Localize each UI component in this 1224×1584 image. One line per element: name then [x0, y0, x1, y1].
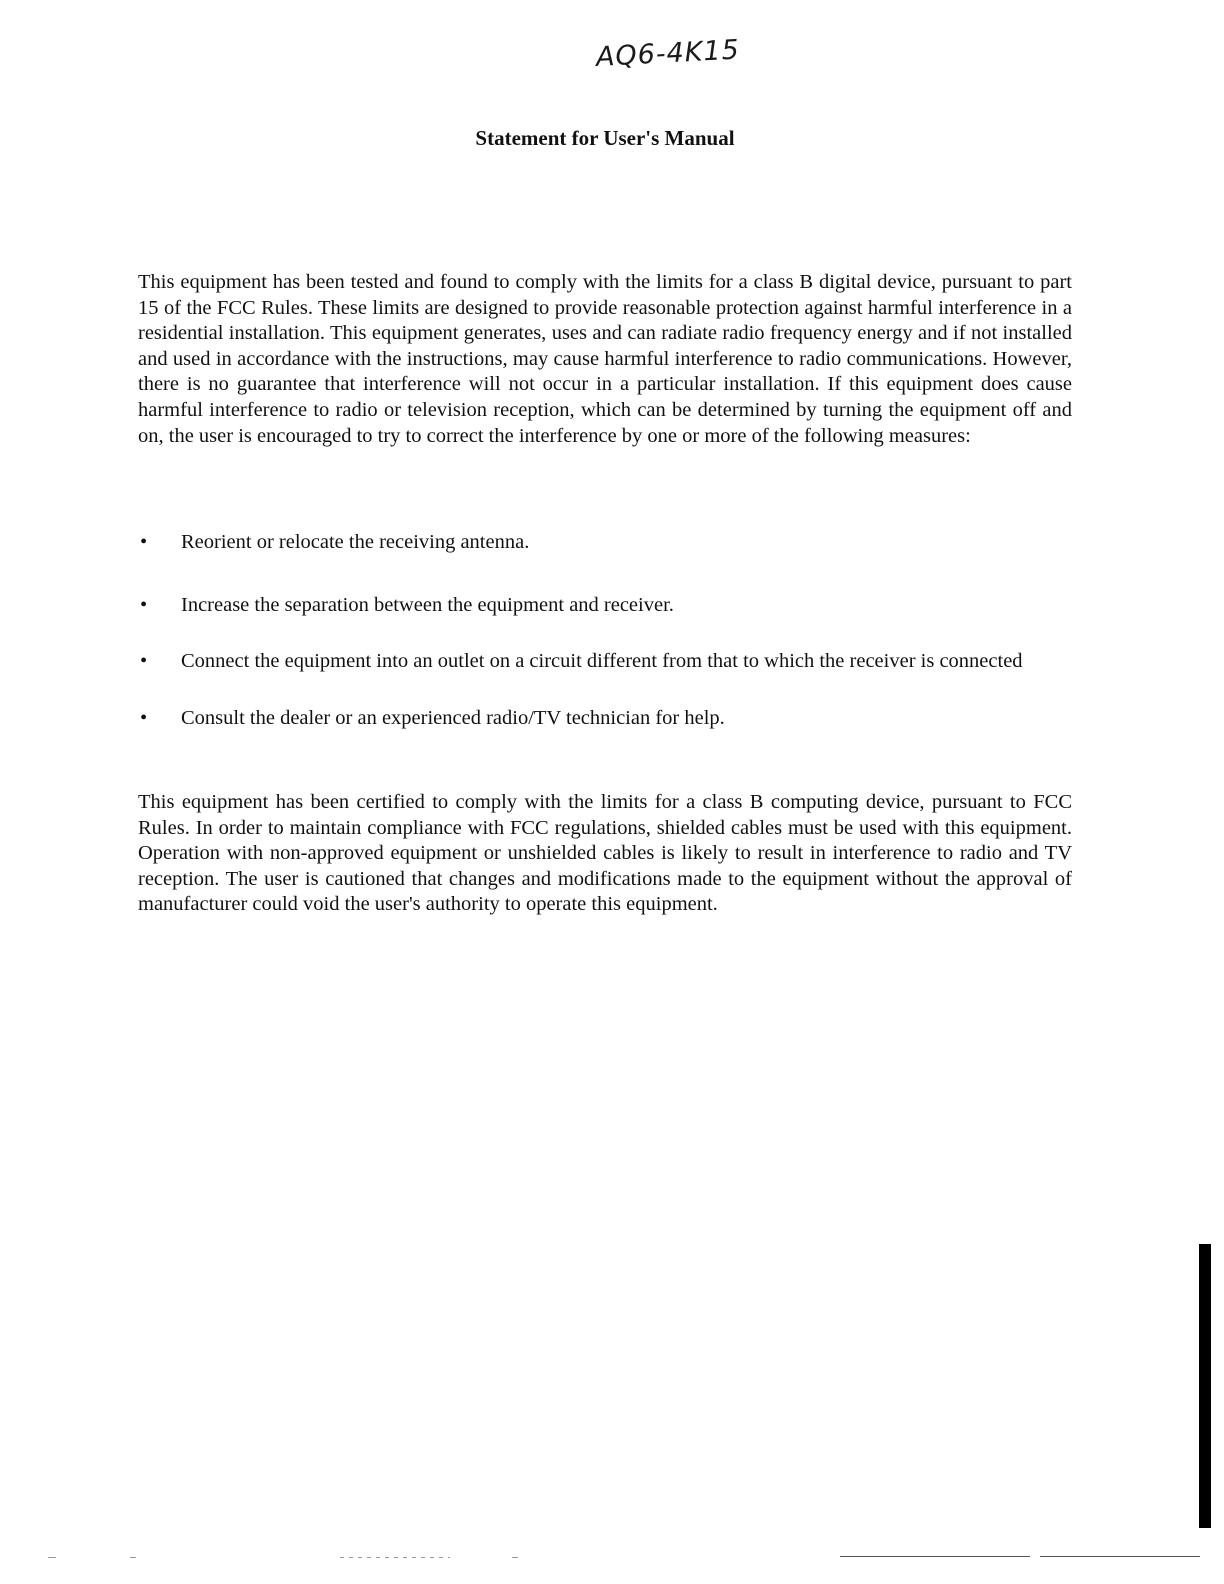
- bullet-icon: •: [140, 593, 148, 616]
- measure-text: Connect the equipment into an outlet on a circuit different from that to which the receiver is connected: [181, 650, 1023, 673]
- scan-artifact-dash: [512, 1557, 518, 1558]
- measure-text: Consult the dealer or an experienced radio/TV technician for help.: [181, 706, 725, 729]
- list-item: [138, 530, 1072, 556]
- intro-paragraph: This equipment has been tested and found to comply with the limits for a class B digital device, pursuant to part 15 of the FCC Rules. These limits are designed to provide reasonable protection against harmful interference in a residential installation. This equipment generates, uses and can radiate radio frequency energy and if not installed and used in accordance with the instructions, may cause harmful interference to radio communications. However, there is no guarantee that interference will not occur in a particular installation. If this equipment does cause harmful interference to radio or television reception, which can be determined by turning the equipment off and on, the user is encouraged to try to correct the interference by one or more of the following measures:: [138, 271, 1072, 447]
- certification-paragraph: This equipment has been certified to comply with the limits for a class B computing device, pursuant to FCC Rules. In order to maintain compliance with FCC regulations, shielded cables must be used with this equipment. Operation with non-approved equipment or unshielded cables is likely to result in interference to radio and TV reception. The user is cautioned that changes and modifications made to the equipment without the approval of manufacturer could void the user's authority to operate this equipment.: [138, 791, 1072, 916]
- list-item: [138, 706, 1072, 732]
- scan-artifact-line: [840, 1556, 1030, 1557]
- scan-artifact-dash: [340, 1557, 450, 1558]
- scan-artifact-line: [1040, 1556, 1200, 1557]
- bullet-icon: •: [140, 706, 148, 729]
- measures-list: [138, 530, 1072, 731]
- measure-text: Reorient or relocate the receiving antenna.: [181, 531, 530, 553]
- handwritten-document-id: AQ6-4K15: [595, 34, 741, 73]
- scan-artifact-dash: [48, 1557, 56, 1558]
- list-item: [138, 649, 1072, 675]
- bullet-icon: •: [140, 531, 148, 553]
- list-item: [138, 593, 1072, 619]
- scan-artifact-dash: [130, 1557, 136, 1558]
- page-title: Statement for User's Manual: [475, 126, 735, 150]
- measure-text: Increase the separation between the equipment and receiver.: [181, 593, 674, 616]
- bullet-icon: •: [140, 650, 148, 673]
- scan-edge-bar: [1199, 1244, 1211, 1528]
